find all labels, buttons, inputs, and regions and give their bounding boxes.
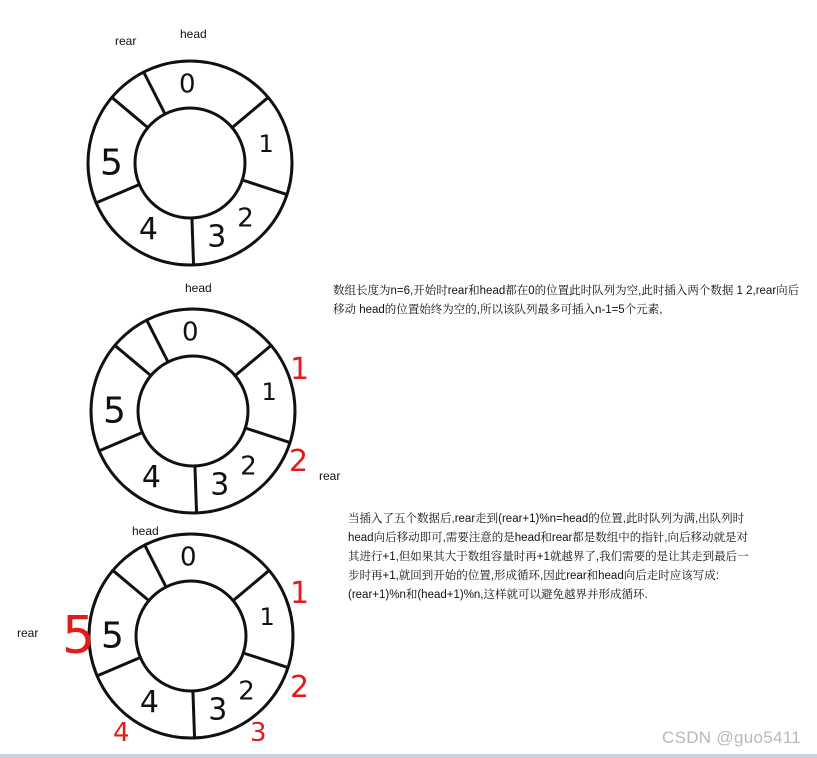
ring-svg bbox=[90, 67, 294, 263]
slot-divider-0 bbox=[145, 545, 166, 587]
slot-label-1: 1 bbox=[258, 130, 274, 159]
slot-label-2: 2 bbox=[238, 676, 255, 707]
slot-divider-2 bbox=[245, 428, 290, 443]
inner-circle bbox=[135, 108, 245, 218]
slot-label-2: 2 bbox=[240, 451, 257, 482]
slot-divider-1 bbox=[235, 345, 271, 375]
d1-circular-queue bbox=[90, 67, 294, 263]
slot-label-2: 2 bbox=[237, 203, 254, 234]
slot-label-4: 4 bbox=[138, 212, 158, 248]
slot-label-3: 3 bbox=[210, 467, 230, 503]
slot-divider-2 bbox=[242, 180, 287, 195]
slot-divider-3 bbox=[195, 466, 197, 513]
explanation-2-line-3: 其进行+1,但如果其大于数组容量时再+1就越界了,我们需要的是让其走到最后一 bbox=[348, 551, 749, 563]
explanation-2-line-1: 当插入了五个数据后,rear走到(rear+1)%n=head的位置,此时队列为满,出队列时 bbox=[348, 513, 745, 525]
slot-label-3: 3 bbox=[207, 219, 227, 255]
slot-label-4: 4 bbox=[141, 460, 161, 496]
csdn-watermark: CSDN @guo5411 bbox=[662, 728, 801, 747]
d3-red-mark-4: 4 bbox=[113, 718, 130, 748]
slot-divider-4 bbox=[99, 432, 142, 450]
d2-red-mark-1: 1 bbox=[290, 352, 310, 387]
inner-circle bbox=[136, 581, 246, 691]
explanation-2-line-2: head向后移动即可,需要注意的是head和rear都是数组中的指针,向后移动就是对 bbox=[348, 532, 749, 544]
inner-circle bbox=[138, 356, 248, 466]
explanation-paragraph-2 bbox=[348, 510, 749, 605]
d3-rear-label: rear bbox=[17, 626, 39, 640]
slot-label-0: 0 bbox=[179, 542, 197, 573]
slot-divider-4 bbox=[96, 184, 139, 202]
d3-circular-queue bbox=[89, 538, 297, 738]
slot-label-1: 1 bbox=[261, 378, 277, 407]
slot-label-3: 3 bbox=[208, 692, 228, 728]
slot-label-1: 1 bbox=[259, 603, 275, 632]
explanation-2-line-5: (rear+1)%n和(head+1)%n,这样就可以避免越界并形成循环. bbox=[348, 589, 648, 601]
d3-red-mark-3: 3 bbox=[250, 718, 267, 748]
slot-label-5: 5 bbox=[103, 390, 126, 432]
slot-label-0: 0 bbox=[178, 69, 196, 100]
explanation-2-line-4: 步时再+1,就回到开始的位置,形成循环,因此rear和head向后走时应该写成: bbox=[348, 570, 719, 582]
explanation-1-line-1: 数组长度为n=6,开始时rear和head都在0的位置此时队列为空,此时插入两个数据 1 2,rear向后 bbox=[333, 285, 800, 297]
slot-divider-0 bbox=[147, 320, 168, 362]
d2-head-label: head bbox=[185, 281, 212, 295]
d3-red-mark-2: 2 bbox=[290, 670, 310, 705]
d3-red-mark-5: 5 bbox=[62, 606, 96, 666]
d3-head-label: head bbox=[132, 524, 159, 538]
slot-divider-1 bbox=[233, 570, 269, 600]
slot-divider-4 bbox=[97, 657, 140, 675]
explanation-paragraph-1 bbox=[333, 282, 799, 320]
slot-divider-5 bbox=[112, 97, 148, 127]
slot-label-4: 4 bbox=[139, 685, 159, 721]
slot-divider-5 bbox=[115, 345, 151, 375]
ring-svg bbox=[89, 538, 297, 738]
d2-circular-queue bbox=[93, 312, 297, 514]
d2-rear-label: rear bbox=[319, 469, 341, 483]
d1-head-label: head bbox=[180, 27, 207, 41]
d2-red-mark-2: 2 bbox=[289, 444, 309, 479]
explanation-1-line-2: 移动 head的位置始终为空的,所以该队列最多可插入n-1=5个元素, bbox=[333, 304, 663, 316]
slot-divider-2 bbox=[243, 653, 288, 668]
d1-rear-label: rear bbox=[115, 34, 137, 48]
slot-divider-3 bbox=[193, 691, 195, 738]
slot-label-5: 5 bbox=[101, 615, 124, 657]
slot-divider-5 bbox=[113, 570, 149, 600]
ring-svg bbox=[93, 312, 297, 514]
slot-label-5: 5 bbox=[100, 142, 123, 184]
bottom-scroll-bar bbox=[0, 754, 817, 758]
slot-divider-3 bbox=[192, 218, 194, 265]
d3-red-mark-1: 1 bbox=[290, 576, 310, 611]
slot-label-0: 0 bbox=[181, 317, 199, 348]
slot-divider-0 bbox=[144, 72, 165, 114]
slot-divider-1 bbox=[232, 97, 268, 127]
